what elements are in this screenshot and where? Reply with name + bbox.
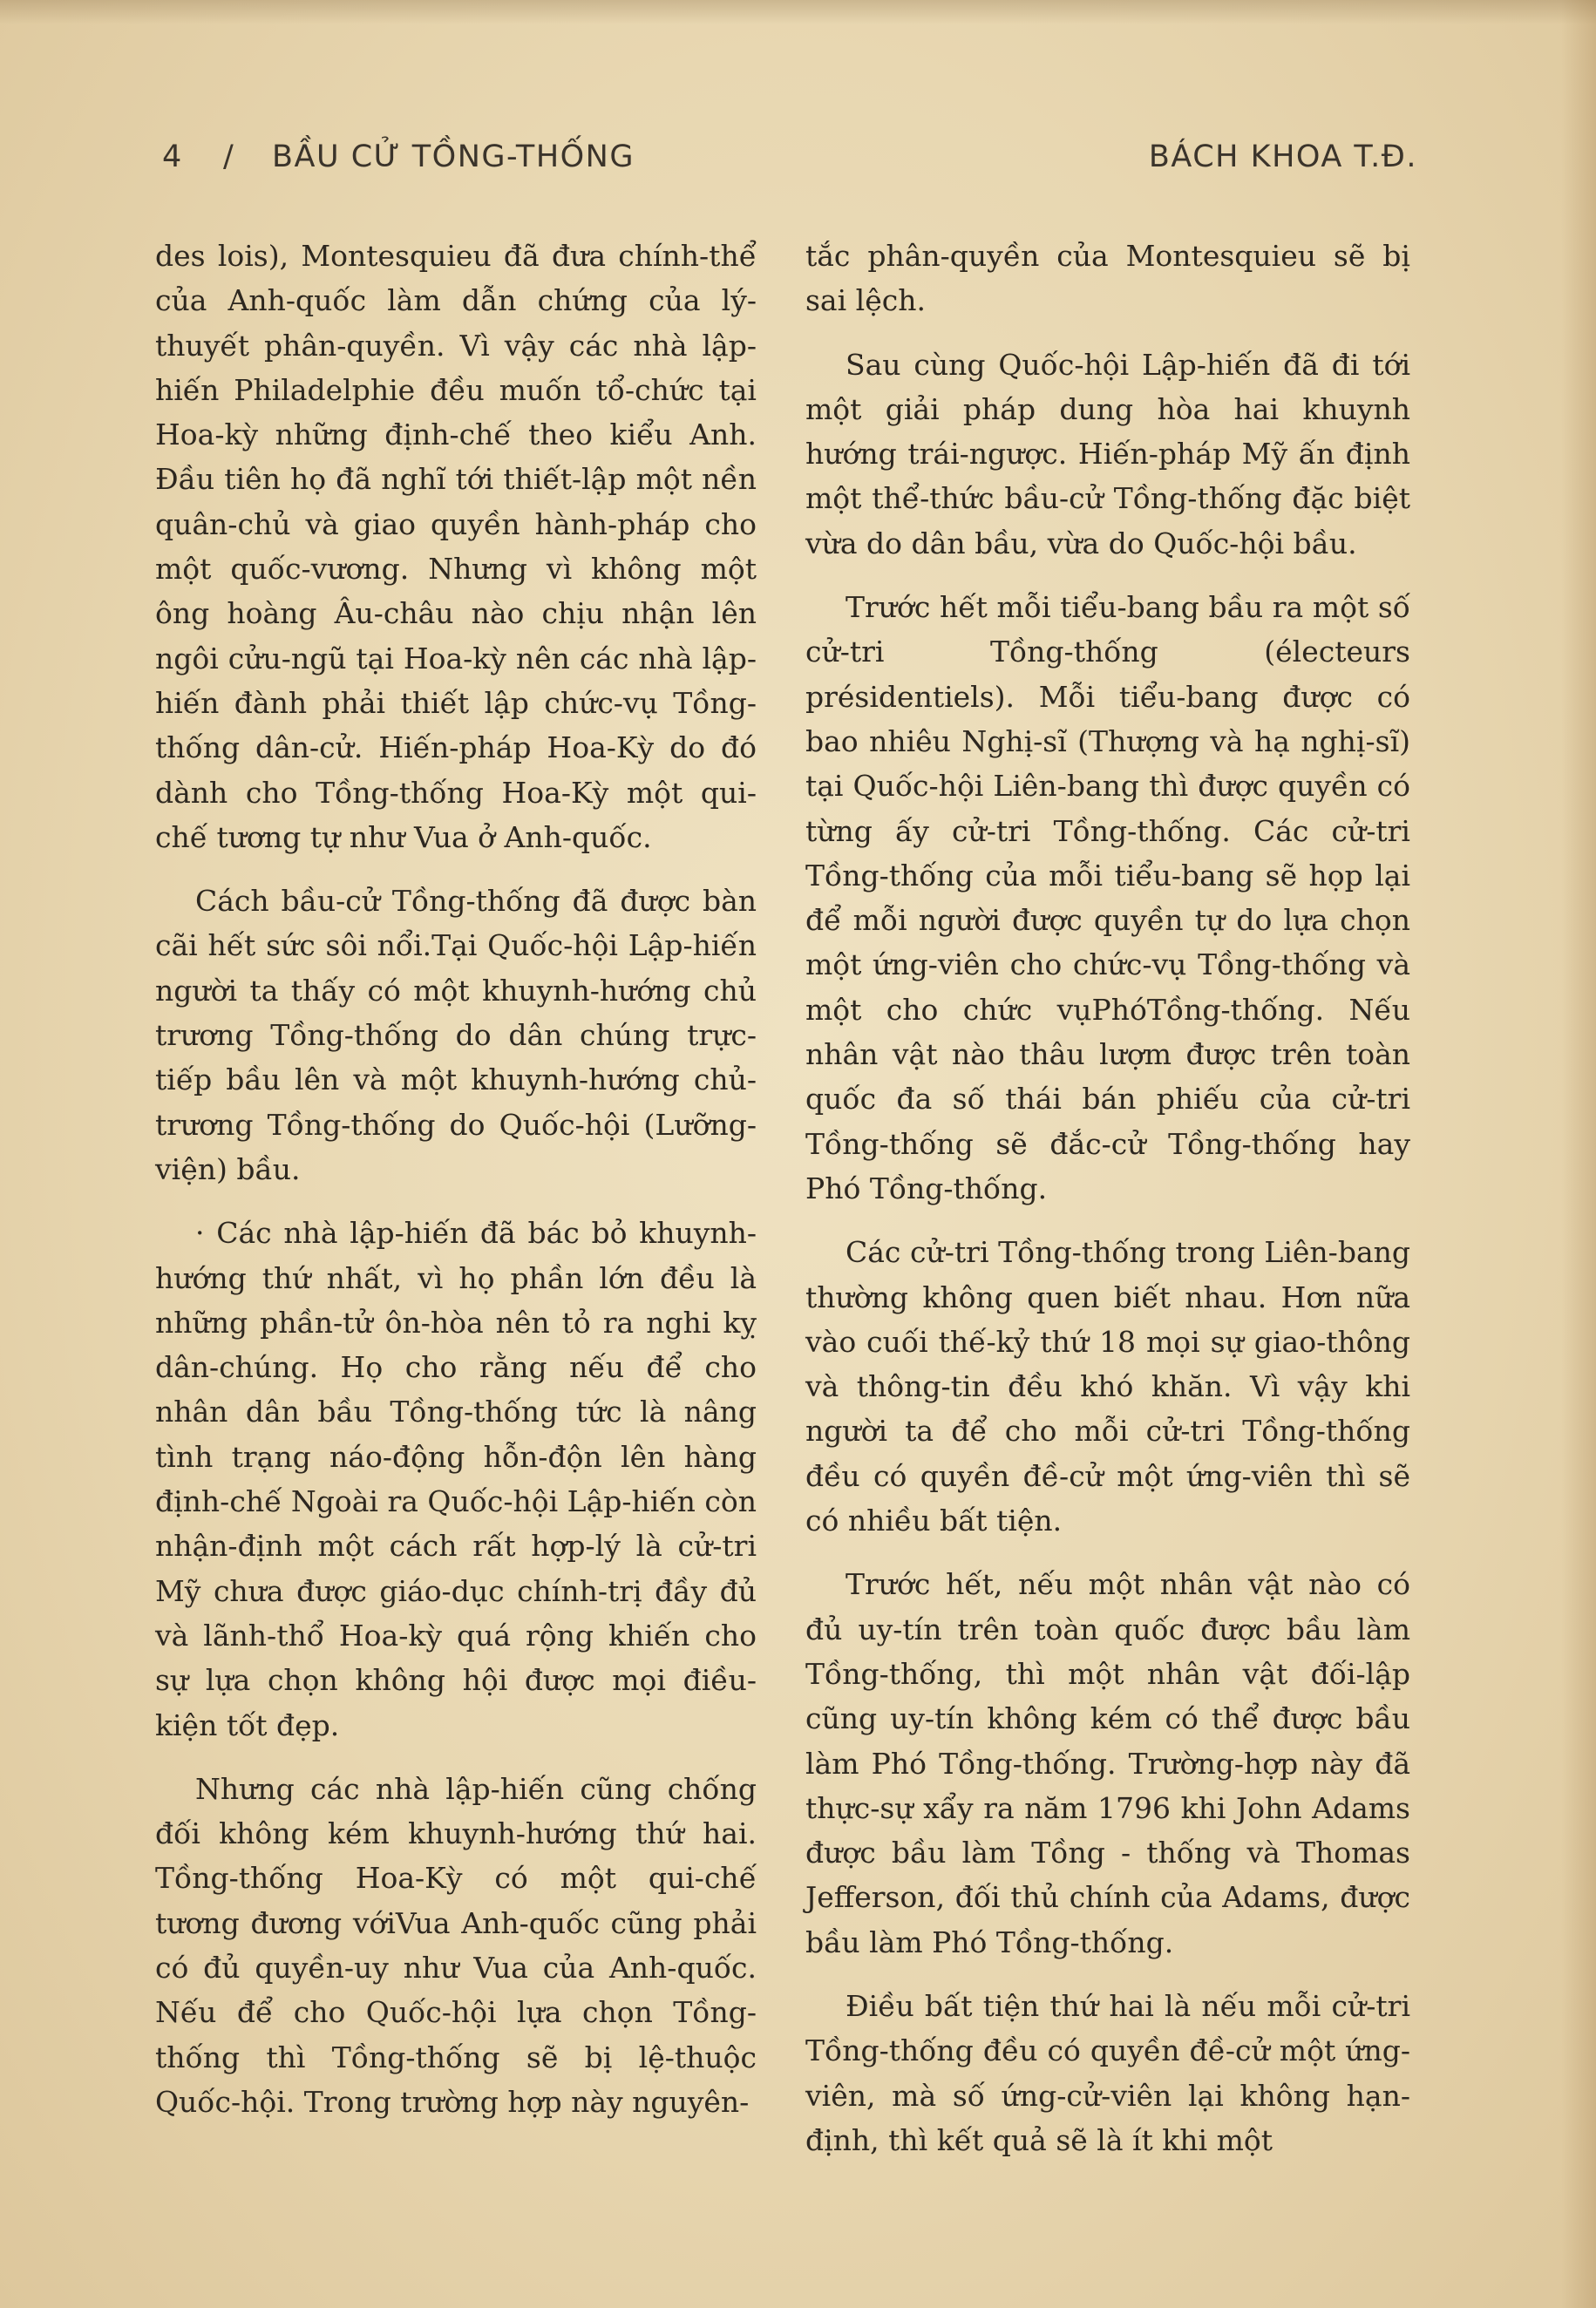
page-edge-shadow-right xyxy=(1561,0,1596,2308)
page-number: 4 xyxy=(162,139,183,174)
paragraph: Nhưng các nhà lập-hiến cũng chống đối không kém khuynh-hướng thứ hai. Tồng-thống Hoa-Kỳ có một qui-chế tương đương vớiVua Anh-quốc cũng phải có đủ quyền-uy như Vua của Anh-quốc. Nếu để cho Quốc-hội lựa chọn Tồng-thống thì Tồng-thống sẽ bị lệ-thuộc Quốc-hội. Trong trường hợp này nguyên- xyxy=(155,1771,757,2119)
text-column-right xyxy=(805,234,1410,2157)
publication-name: BÁCH KHOA T.Đ. xyxy=(1148,139,1417,174)
paragraph: Trước hết mỗi tiểu-bang bầu ra một số cử-tri Tồng-thống (électeurs présidentiels). Mỗi tiểu-bang được có bao nhiêu Nghị-sĩ (Thượng và hạ nghị-sĩ) tại Quốc-hội Liên-bang thì được quyền có từng ấy cử-tri Tồng-thống. Các cử-tri Tồng-thống của mỗi tiểu-bang sẽ họp lại để mỗi người được quyền tự do lựa chọn một ứng-viên cho chức-vụ Tồng-thống và một cho chức vụPhóTồng-thống. Nếu nhân vật nào thâu lượm được trên toàn quốc đa số thái bán phiếu của cử-tri Tồng-thống sẽ đắc-cử Tồng-thống hay Phó Tồng-thống. xyxy=(805,590,1410,1205)
text-column-left xyxy=(155,234,757,2134)
paragraph: Điều bất tiện thứ hai là nếu mỗi cử-tri Tồng-thống đều có quyền đề-cử một ứng-viên, mà số ứng-cử-viên lại không hạn-định, thì kết quả sẽ là ít khi một xyxy=(805,1988,1410,2157)
paragraph: des lois), Montesquieu đã đưa chính-thể của Anh-quốc làm dẫn chứng của lý-thuyết phân-quyền. Vì vậy các nhà lập-hiến Philadelphie đều muốn tổ-chức tại Hoa-kỳ những định-chế theo kiểu Anh. Đầu tiên họ đã nghĩ tới thiết-lập một nền quân-chủ và giao quyền hành-pháp cho một quốc-vương. Nhưng vì không một ông hoàng Âu-châu nào chịu nhận lên ngôi cửu-ngũ tại Hoa-kỳ nên các nhà lập-hiến đành phải thiết lập chức-vụ Tồng-thống dân-cử. Hiến-pháp Hoa-Kỳ do đó dành cho Tồng-thống Hoa-Kỳ một qui-chế tương tự như Vua ở Anh-quốc. xyxy=(155,239,757,854)
paragraph: · Các nhà lập-hiến đã bác bỏ khuynh-hướng thứ nhất, vì họ phần lớn đều là những phần-tử ôn-hòa nên tỏ ra nghi kỵ dân-chúng. Họ cho rằng nếu để cho nhân dân bầu Tồng-thống tức là nâng tình trạng náo-động hỗn-độn lên hàng định-chế Ngoài ra Quốc-hội Lập-hiến còn nhận-định một cách rất hợp-lý là cử-tri Mỹ chưa được giáo-dục chính-trị đầy đủ và lãnh-thổ Hoa-kỳ quá rộng khiến cho sự lựa chọn không hội được mọi điều-kiện tốt đẹp. xyxy=(155,1216,757,1742)
paragraph: Trước hết, nếu một nhân vật nào có đủ uy-tín trên toàn quốc được bầu làm Tồng-thống, thì một nhân vật đối-lập cũng uy-tín không kém có thể được bầu làm Phó Tồng-thống. Trường-hợp này đã thực-sự xẩy ra năm 1796 khi John Adams được bầu làm Tồng - thống và Thomas Jefferson, đối thủ chính của Adams, được bầu làm Phó Tồng-thống. xyxy=(805,1567,1410,1959)
running-header xyxy=(162,139,1417,192)
header-separator: / xyxy=(223,139,235,174)
paragraph: tắc phân-quyền của Montesquieu sẽ bị sai lệch. xyxy=(805,239,1410,318)
paragraph: Cách bầu-cử Tồng-thống đã được bàn cãi hết sức sôi nổi.Tại Quốc-hội Lập-hiến người ta thấy có một khuynh-hướng chủ trương Tồng-thống do dân chúng trực-tiếp bầu lên và một khuynh-hướng chủ-trương Tồng-thống do Quốc-hội (Lưỡng-viện) bầu. xyxy=(155,884,757,1186)
page-edge-shadow-top xyxy=(0,0,1596,24)
paragraph: Các cử-tri Tồng-thống trong Liên-bang thường không quen biết nhau. Hơn nữa vào cuối thế-kỷ thứ 18 mọi sự giao-thông và thông-tin đều khó khăn. Vì vậy khi người ta để cho mỗi cử-tri Tồng-thống đều có quyền đề-cử một ứng-viên thì sẽ có nhiều bất tiện. xyxy=(805,1235,1410,1538)
paragraph: Sau cùng Quốc-hội Lập-hiến đã đi tới một giải pháp dung hòa hai khuynh hướng trái-ngược. Hiến-pháp Mỹ ấn định một thể-thức bầu-cử Tồng-thống đặc biệt vừa do dân bầu, vừa do Quốc-hội bầu. xyxy=(805,347,1410,560)
section-title: BẦU CỬ TỒNG-THỐNG xyxy=(272,139,635,174)
